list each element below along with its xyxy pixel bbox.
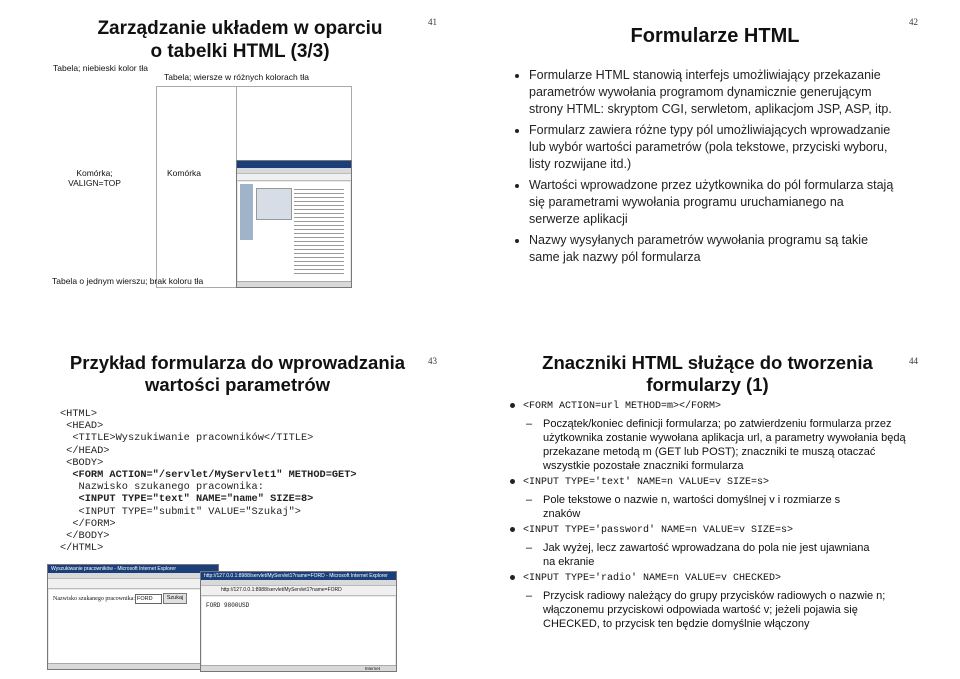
slide-number: 43 [428, 356, 437, 366]
tag-code: <FORM ACTION=url METHOD=m></FORM> [523, 401, 722, 412]
label-cell-valign [57, 168, 132, 188]
browser-statusbar [201, 665, 396, 671]
tag-item [507, 476, 907, 521]
slide-number: 44 [909, 356, 918, 366]
tag-description-text: Jak wyżej, lecz zawartość wprowadzana do pola nie jest ujawniana na ekranie [543, 542, 870, 568]
slide-42 [485, 5, 955, 335]
slide-44 [485, 344, 955, 674]
code-line: </FORM> [60, 517, 116, 530]
title-line-1: Przykład formularza do wprowadzania [69, 352, 406, 373]
label-cell-valign-line1: Komórka; [76, 168, 113, 178]
browser-window-form [47, 564, 219, 670]
dash: – [526, 590, 533, 602]
label-blue-table: Tabela; niebieski kolor tła [53, 63, 148, 73]
title-line-2: formularzy (1) [646, 374, 769, 395]
thumbnail-left-column [240, 184, 253, 240]
code-line: </HEAD> [60, 444, 110, 457]
code-line: <BODY> [60, 456, 104, 469]
slide-number: 42 [909, 17, 918, 27]
label-one-row: Tabela o jednym wierszu; brak koloru tła [52, 276, 204, 286]
thumbnail-login-box [256, 188, 292, 220]
browser-address-bar[interactable]: http://127.0.0.1:8988/servlet/MyServlet1?name=FORD [201, 586, 396, 596]
code-line: Nazwisko szukanego pracownika: [60, 481, 264, 494]
tag-item [507, 524, 907, 569]
code-line: <HEAD> [60, 420, 104, 433]
bullet-item: • Formularze HTML stanowią interfejs umożliwiający przekazanie parametrów wywołania programom dynamicznie generującym strony HTML: skryptom CGI, serwletom, aplikacjom JSP, ASP, itp. [529, 67, 896, 118]
bullet-item: • Nazwy wysyłanych parametrów wywołania programu są takie same jak nazwy pól formularza [529, 232, 896, 266]
tag-description-text: Przycisk radiowy należący do grupy przycisków radiowych o nazwie n; włączonemu przyciskowi odpowiada wartość v; jeżeli pojawia się CHECKED, to przycisk ten będzie domyślnie włączony [543, 590, 886, 630]
bullet-item: • Wartości wprowadzone przez użytkownika do pól formularza stają się parametrami wywołania programu uruchamianego na serwerze aplikacji [529, 177, 896, 228]
result-text: FORD 9800USD [206, 602, 250, 609]
slide-title: Formularze HTML [630, 25, 800, 47]
tag-description [523, 493, 873, 521]
tag-description-text: Pole tekstowe o nazwie n, wartości domyślnej v i rozmiarze s znaków [543, 494, 841, 520]
dash: – [526, 418, 533, 430]
browser-toolbar [48, 579, 218, 589]
thumbnail-text-lines [294, 186, 344, 276]
title-line-1: Znaczniki HTML służące do tworzenia [542, 352, 873, 373]
slide-title [515, 352, 900, 396]
slide-title [55, 17, 425, 63]
label-cell: Komórka [167, 168, 202, 178]
submit-button[interactable]: Szukaj [163, 593, 187, 604]
tag-item [507, 400, 907, 473]
label-rows: Tabela; wiersze w różnych kolorach tła [164, 72, 310, 82]
bullet-item: • Formularz zawiera różne typy pól umożliwiających wprowadzanie lub wybór wartości parametrów (pola tekstowe, przyciski wyboru, listy rozwijane itd.) [529, 122, 896, 173]
form-label: Nazwisko szukanego pracownika: [53, 596, 135, 602]
code-line: <FORM ACTION="/servlet/MyServlet1" METHOD=GET> [60, 469, 357, 482]
browser-content [49, 590, 217, 663]
tag-description [523, 589, 907, 631]
thumbnail-addressbar [237, 174, 351, 181]
tag-list [507, 400, 907, 634]
tag-description-text: Początek/koniec definicji formularza; po zatwierdzeniu formularza przez użytkownika zostanie wywołana aplikacja url, a parametry wywołania będą przekazane metodą m (GET lub POST); znaczniki te muszą otaczać wszystkie pozostałe znaczniki formularza [543, 418, 906, 472]
bullet-dot [510, 403, 515, 408]
tag-code: <INPUT TYPE='radio' NAME=n VALUE=v CHECKED> [523, 573, 782, 584]
thumbnail-titlebar [237, 161, 351, 168]
slide-43 [5, 344, 475, 674]
bullet-list [511, 67, 896, 270]
tag-code: <INPUT TYPE='password' NAME=n VALUE=v SIZE=s> [523, 525, 794, 536]
code-line: </HTML> [60, 542, 104, 555]
code-line: <INPUT TYPE="submit" VALUE="Szukaj"> [60, 505, 301, 518]
browser-content [202, 597, 395, 665]
dash: – [526, 494, 533, 506]
thumbnail-browser [236, 160, 352, 288]
browser-window-result [200, 571, 397, 672]
browser-titlebar: Wyszukiwanie pracowników - Microsoft Internet Explorer [48, 565, 218, 573]
label-cell-valign-line2: VALIGN=TOP [68, 178, 121, 188]
title-line-1: Zarządzanie układem w oparciu [97, 18, 383, 39]
code-line: <TITLE>Wyszukiwanie pracowników</TITLE> [60, 432, 314, 445]
title-line-2: o tabelki HTML (3/3) [150, 41, 330, 62]
bullet-dot [510, 575, 515, 580]
tag-description [523, 541, 883, 569]
browser-statusbar [48, 663, 218, 669]
code-listing [60, 408, 357, 554]
bullet-dot [510, 479, 515, 484]
slide-title [50, 352, 425, 396]
browser-titlebar: http://127.0.0.1:8988/servlet/MyServlet1?name=FORD - Microsoft Internet Explorer [201, 572, 396, 580]
slide-number: 41 [428, 17, 437, 27]
title-line-2: wartości parametrów [144, 374, 331, 395]
code-line: <HTML> [60, 408, 98, 420]
thumbnail-statusbar [237, 281, 351, 287]
layout-cell-divider [156, 86, 237, 286]
bullet-dot [510, 527, 515, 532]
code-line: </BODY> [60, 530, 110, 543]
tag-item [507, 572, 907, 631]
slide-41 [5, 5, 475, 335]
code-line: <INPUT TYPE="text" NAME="name" SIZE=8> [60, 493, 314, 506]
thumbnail-content [238, 182, 350, 281]
tag-description [523, 417, 907, 473]
dash: – [526, 542, 533, 554]
status-zone: Internet [364, 666, 380, 671]
name-input[interactable]: FORD [135, 594, 162, 604]
tag-code: <INPUT TYPE='text' NAME=n VALUE=v SIZE=s> [523, 477, 770, 488]
